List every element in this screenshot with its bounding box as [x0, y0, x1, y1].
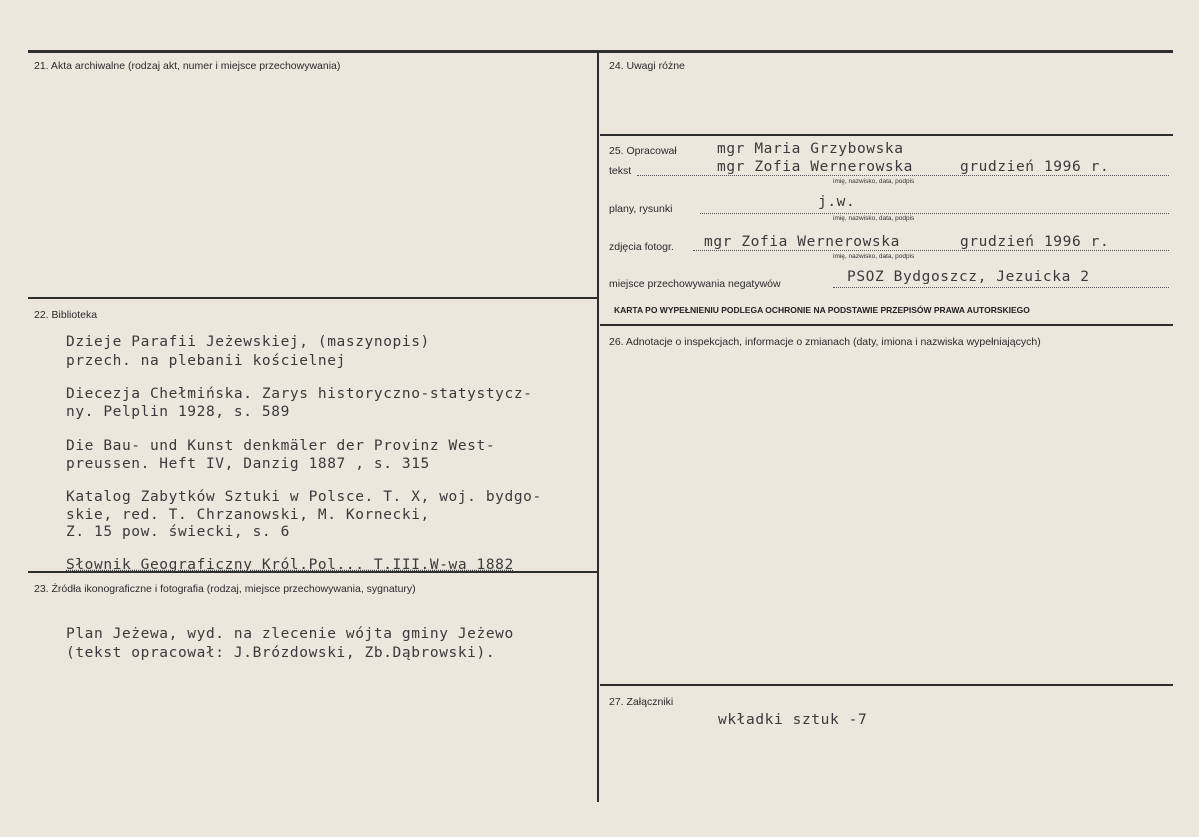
section-27-label: 27. Załączniki [609, 696, 674, 708]
icon-source-line-2: (tekst opracował: J.Brózdowski, Zb.Dąbrowski). [66, 645, 496, 661]
rule-27 [600, 684, 1173, 686]
plany-label: plany, rysunki [609, 203, 673, 215]
sig-caption-3: imię, nazwisko, data, podpis [833, 253, 915, 260]
sig-caption-2: imię, nazwisko, data, podpis [833, 215, 915, 222]
sig-caption-1: imię, nazwisko, data, podpis [833, 178, 915, 185]
zdjecia-label: zdjęcia fotogr. [609, 241, 674, 253]
photo-author: mgr Zofia Wernerowska [704, 234, 900, 250]
bib-line-9: Z. 15 pow. świecki, s. 6 [66, 524, 290, 540]
section-25-label: 25. Opracował [609, 145, 677, 157]
bib-line-5: Die Bau- und Kunst denkmäler der Provinz West- [66, 438, 496, 454]
miejsce-dotted-line [833, 287, 1169, 288]
copyright-notice: KARTA PO WYPEŁNIENIU PODLEGA OCHRONIE NA PODSTAWIE PRZEPISÓW PRAWA AUTORSKIEGO [614, 305, 1030, 315]
bib-line-10: Słownik Geograficzny Król.Pol... T.III.W-wa 1882 [66, 557, 514, 573]
tekst-label: tekst [609, 165, 632, 177]
miejsce-label: miejsce przechowywania negatywów [609, 278, 781, 290]
icon-source-line-1: Plan Jeżewa, wyd. na zlecenie wójta gminy Jeżewo [66, 626, 514, 642]
plany-dotted-line [700, 213, 1169, 214]
bib-line-3: Diecezja Chełmińska. Zarys historyczno-statystycz- [66, 386, 533, 402]
author-2: mgr Zofia Wernerowska [717, 159, 913, 175]
date-1: grudzień 1996 r. [960, 159, 1110, 175]
section-24-label: 24. Uwagi różne [609, 60, 685, 72]
rule-26 [600, 324, 1173, 326]
rule-25 [600, 134, 1173, 136]
tekst-dotted-line [637, 175, 1169, 176]
miejsce-value: PSOZ Bydgoszcz, Jezuicka 2 [847, 269, 1090, 285]
bib-line-1: Dzieje Parafii Jeżewskiej, (maszynopis) [66, 334, 430, 350]
section-22-label: 22. Biblioteka [34, 309, 98, 321]
rule-22 [28, 297, 598, 299]
section-26-label: 26. Adnotacje o inspekcjach, informacje o zmianach (daty, imiona i nazwiska wypełniających) [609, 336, 1041, 348]
plany-value: j.w. [818, 194, 856, 210]
center-divider [597, 50, 599, 802]
section-23-label: 23. Źródła ikonograficzne i fotografia (rodzaj, miejsce przechowywania, sygnatury) [34, 583, 416, 595]
bib-line-8: skie, red. T. Chrzanowski, M. Kornecki, [66, 507, 430, 523]
date-2: grudzień 1996 r. [960, 234, 1110, 250]
zdjecia-dotted-line [693, 250, 1169, 251]
top-rule [28, 50, 1173, 53]
section-21-label: 21. Akta archiwalne (rodzaj akt, numer i miejsce przechowywania) [34, 60, 341, 72]
bib-line-6: preussen. Heft IV, Danzig 1887 , s. 315 [66, 456, 430, 472]
bib-line-4: ny. Pelplin 1928, s. 589 [66, 404, 290, 420]
attachments-value: wkładki sztuk -7 [718, 712, 868, 728]
bib-line-7: Katalog Zabytków Sztuki w Polsce. T. X, woj. bydgo- [66, 489, 542, 505]
bib-line-2: przech. na plebanii kościelnej [66, 353, 346, 369]
author-1: mgr Maria Grzybowska [717, 141, 904, 157]
